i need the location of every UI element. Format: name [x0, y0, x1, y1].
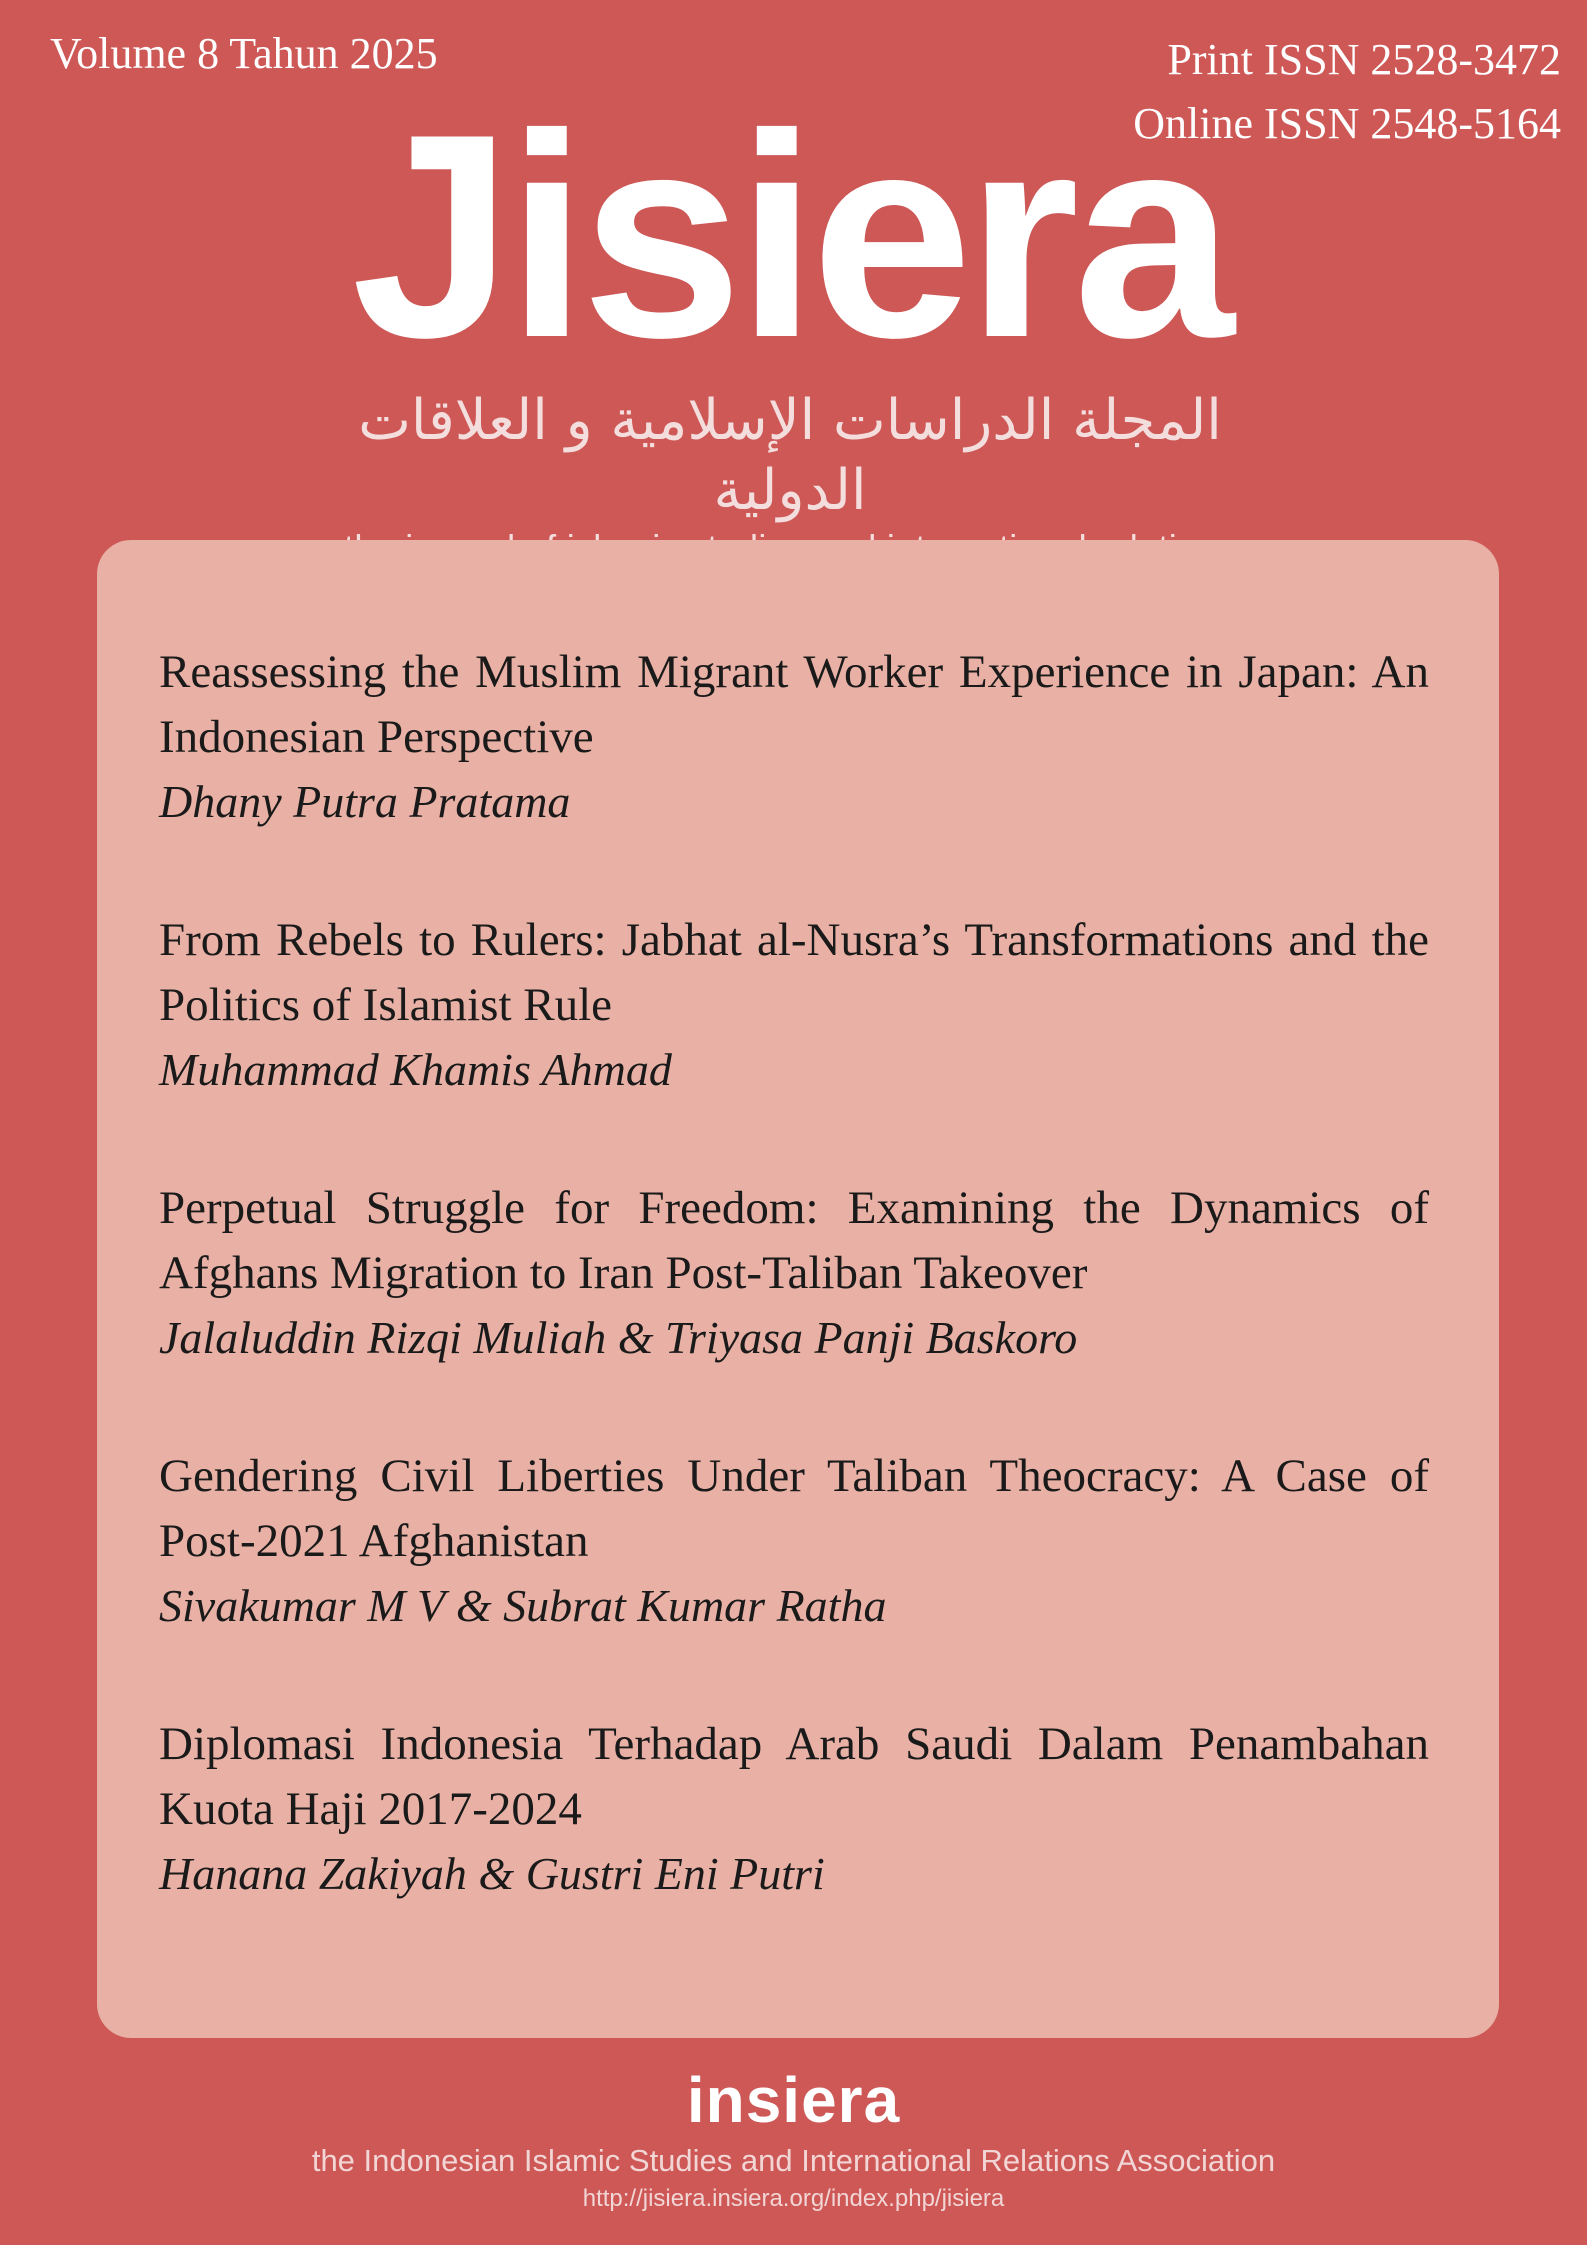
journal-logo-wordmark: Jisiera: [351, 74, 1229, 398]
publisher-footer: [0, 2060, 1587, 2216]
print-issn: Print ISSN 2528-3472: [1167, 35, 1561, 84]
online-issn: Online ISSN 2548-5164: [1133, 99, 1561, 148]
publisher-logo: insiera: [686, 2064, 901, 2136]
article-entry[interactable]: [159, 1712, 1429, 1906]
article-authors: Sivakumar M V & Subrat Kumar Ratha: [159, 1580, 887, 1631]
article-title: Gendering Civil Liberties Under Taliban Theocracy: A Case of Post-2021 Afghanistan: [159, 1450, 1429, 1567]
article-authors: Dhany Putra Pratama: [159, 776, 571, 827]
article-title: Perpetual Struggle for Freedom: Examining the Dynamics of Afghans Migration to Iran Post-Taliban Takeover: [159, 1182, 1429, 1299]
journal-logo: [300, 74, 1280, 570]
journal-url-link[interactable]: http://jisiera.insiera.org/index.php/jisiera: [582, 2185, 1005, 2212]
article-title: Reassessing the Muslim Migrant Worker Experience in Japan: An Indonesian Perspective: [159, 646, 1429, 763]
volume-label: Volume 8 Tahun 2025: [50, 29, 438, 78]
table-of-contents-panel: [97, 540, 1499, 2038]
article-authors: Jalaluddin Rizqi Muliah & Triyasa Panji Baskoro: [159, 1312, 1078, 1363]
article-title: Diplomasi Indonesia Terhadap Arab Saudi Dalam Penambahan Kuota Haji 2017-2024: [159, 1718, 1429, 1835]
article-entry[interactable]: [159, 1444, 1429, 1638]
publisher-name: the Indonesian Islamic Studies and International Relations Association: [311, 2143, 1276, 2178]
article-title: From Rebels to Rulers: Jabhat al-Nusra’s Transformations and the Politics of Islamist Rule: [159, 914, 1429, 1031]
article-entry[interactable]: [159, 908, 1429, 1102]
journal-arabic-title: المجلة الدراسات الإسلامية و العلاقات الدولية: [358, 388, 1222, 523]
article-authors: Muhammad Khamis Ahmad: [159, 1044, 672, 1095]
article-entry[interactable]: [159, 1176, 1429, 1370]
article-entry[interactable]: [159, 640, 1429, 834]
article-authors: Hanana Zakiyah & Gustri Eni Putri: [159, 1848, 825, 1899]
